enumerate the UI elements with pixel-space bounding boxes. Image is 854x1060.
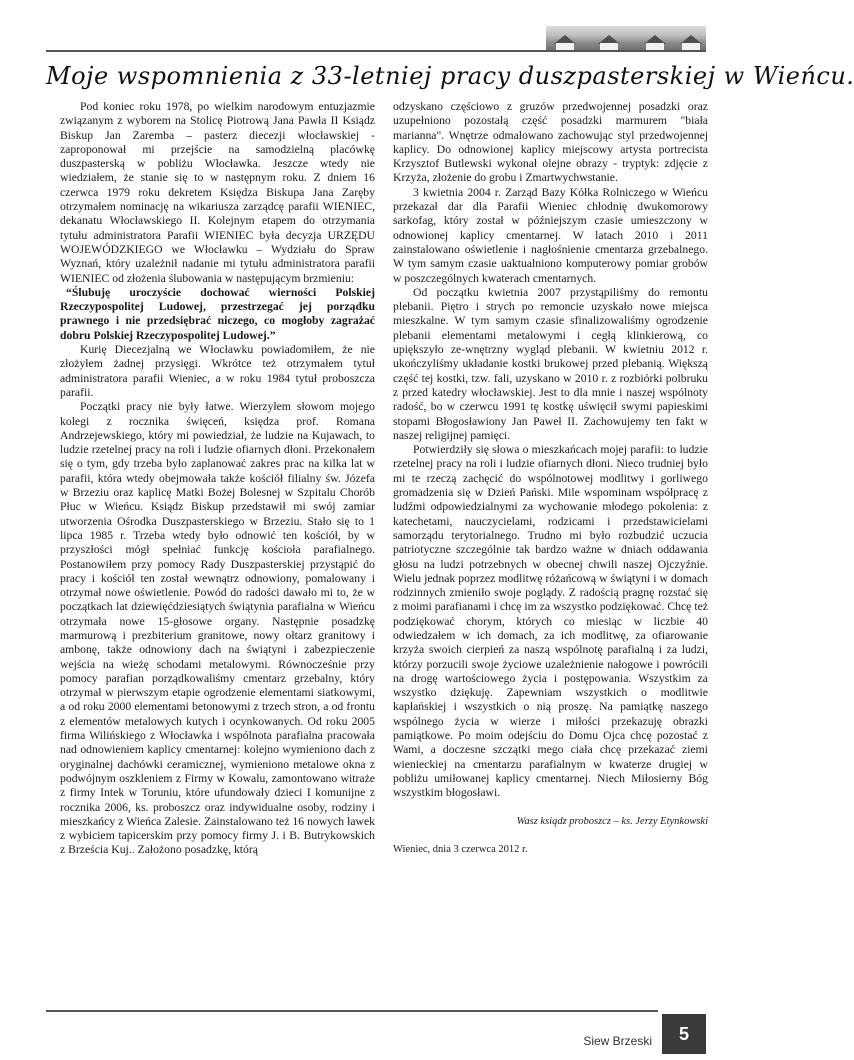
publication-name: Siew Brzeski	[583, 1034, 652, 1048]
column-left	[60, 100, 375, 992]
article-body	[60, 100, 708, 992]
photo-house	[556, 43, 574, 50]
paragraph: 3 kwietnia 2004 r. Zarząd Bazy Kółka Rolniczego w Wieńcu przekazał dar dla Parafii Wieniec chłodnię dwukomorowy sarkofag, który został w późniejszym czasie umieszczony w odnowionej kaplicy cmentarnej. W latach 2010 i 2011 zainstalowano oświetlenie i nagłośnienie cmentarza grzebalnego. W tym samym czasie uaktualniono komputerowy pomiar grobów w poszczególnych kwaterach cmentarnych.	[393, 185, 708, 285]
paragraph: Kurię Diecezjalną we Włocławku powiadomiłem, że nie złożyłem żadnej przysięgi. Wkrótce też otrzymałem tytuł administratora parafii Wieniec, a w roku 1984 tytuł proboszcza parafii.	[60, 343, 375, 399]
article-title: Moje wspomnienia z 33-letniej pracy duszpasterskiej w Wieńcu.	[46, 62, 854, 90]
page-number: 5	[662, 1014, 706, 1054]
photo-house	[682, 43, 700, 50]
paragraph: Potwierdziły się słowa o mieszkańcach mojej parafii: to ludzie rzetelnej pracy na roli i ludzie ofiarnych dłoni. Nieco trudniej było mi te rzeczą zachęcić do wspólnotowej modlitwy i gorliwego gromadzenia się w Dzień Pański. Mile wspominam współpracę z ludźmi odpowiedzialnymi za wychowanie młodego pokolenia: z katechetami, nauczycielami, rodzicami i przedstawicielami samorządu terytorialnego. Trudno mi było rozbudzić uczucia patriotyczne szczególnie tak bardzo ważne w dniach oddawania głosu na ludzi potrzebnych w obecnej chwili naszej Ojczyźnie. Wielu jednak poprzez modlitwę różańcową w świątyni i w domach rodzinnych zmieniło swoje poglądy. Z radością pragnę rozstać się z moimi parafianami i chcę im za wszystko podziękować. Chcę też podziękować chorym, których co miesiąc w liczbie 40 odwiedzałem w ich domach, za ich modlitwę, za ofiarowanie krzyża swoich cierpień za naszą wspólnotę parafialną i za ludzi, którzy porzucili swoje życiowe uzależnienie nałogowe i powrócili na drogę wartościowego życia i postępowania. Wszystkim za wszystko dziękuję. Zapewniam wszystkich o modlitwie kapłańskiej i wszystkich o nią proszę. Na pamiątkę naszego wspólnego życia w wierze i miłości przekazuję obrazki pamiątkowe. Po moim odejściu do Domu Ojca chcę pozostać z Wami, a doczesne szczątki mego ciała chcę przekazać ziemi wienieckiej na cmentarzu parafialnym w kwaterze drugiej w pobliżu umiłowanej kaplicy cmentarnej. Niech Miłosierny Bóg wszystkim błogosławi.	[393, 443, 708, 800]
dateline: Wieniec, dnia 3 czerwca 2012 r.	[393, 843, 528, 855]
header-photo	[546, 26, 706, 50]
signature: Wasz ksiądz proboszcz – ks. Jerzy Etynkowski	[516, 815, 708, 827]
paragraph: Początki pracy nie były łatwe. Wierzyłem słowom mojego kolegi z rocznika święceń, księdza prof. Romana Andrzejewskiego, który mi powiedział, że ludzie na Kujawach, to ludzie rzetelnej pracy na roli i ludzie ofiarnych dłoni. Przekonałem się o tym, gdy trzeba było zaplanować zakres prac na kilka lat w parafii, która wtedy obejmowała także kościół filialny św. Józefa w Brzeziu oraz kaplicę Matki Bożej Bolesnej w Szpitalu Chorób Płuc w Wieńcu. Ksiądz Biskup przedstawił mi swój zamiar utworzenia Ośrodka Duszpasterskiego w Brzeziu. Stało się to 1 lipca 1985 r. Trzeba wtedy było odnowić ten kościół, by w przyszłości mógł spełniać funkcję kościoła parafialnego. Postanowiłem przy pomocy Rady Duszpasterskiej przystąpić do pracy i kościół ten został wewnątrz odnowiony, pomalowany i otrzymał nowe oświetlenie. Powód do radości dawało mi to, że w początkach lat dziewięćdziesiątych świątynia parafialna w Wieńcu otrzymała nowe 15-głosowe organy. Następnie posadzkę marmurową i prezbiterium granitowe, nowy ołtarz granitowy i ambonę, także odnowiony dach na świątyni i zabezpieczenie wejścia na wieżę schodami metalowymi. Równocześnie przy pomocy parafian porządkowaliśmy cmentarz grzebalny, który otrzymał w pierwszym etapie ogrodzenie elementami siatkowymi, a od roku 2000 elementami betonowymi z trzech stron, a od frontu z elementów metalowych kutych i ocynkowanych. Od roku 2005 firma Wilińskiego z Włocławka i wspólnota parafialna pracowała nad odnowieniem kaplicy cmentarnej: kolejno wymieniono dach z oryginalnej dachówki ceramicznej, wymieniono metalowe okna z podwójnym oszkleniem z Firmy w Kowalu, zamontowano witraże z firmy Intek w Toruniu, które ufundowały dzieci I komunijne z rocznika 2006, ks. proboszcz oraz indywidualne osoby, rodziny i mieszkańcy z Wieńca Zalesie. Zainstalowano też 16 nowych ławek z wybiciem tapicerskim przy pomocy firmy J. i B. Butrykowskich z Brześcia Kuj.. Założono posadzkę, którą	[60, 400, 375, 857]
paragraph: odzyskano częściowo z gruzów przedwojennej posadzki oraz uzupełniono pozostałą część posadzki marmurem "biała marianna". Wnętrze odmalowano zachowując styl przedwojennej kaplicy. Do odnowionej kaplicy miejscowy artysta portrecista Krzysztof Butlewski wykonał olejne obrazy - tryptyk: zdjęcie z Krzyża, złożenie do grobu i Zmartwychwstanie.	[393, 100, 708, 185]
paragraph: Pod koniec roku 1978, po wielkim narodowym entuzjazmie związanym z wyborem na Stolicę Piotrową Jana Pawła II Ksiądz Biskup Jan Zaremba – pasterz diecezji włocławskiej - zaproponował mi przejście na samodzielną placówkę duszpasterską w pobliżu Włocławka. Jeszcze wtedy nie wiedziałem, że stanie się to w następnym roku. Z dniem 16 czerwca 1979 roku dekretem Księdza Biskupa Jana Zaręby otrzymałem nominację na wikariusza zarządcę parafii WIENIEC, dekanatu Włocławskiego II. Kolejnym etapem do otrzymania tytułu administratora Parafii WIENIEC była decyzja URZĘDU WOJEWÓDZKIEGO we Włocławku – Wydziału do Spraw Wyznań, który uzależnił nadanie mi tytułu administratora parafii WIENIEC od złożenia ślubowania w następującym brzmieniu:	[60, 100, 375, 285]
photo-house	[646, 43, 664, 50]
header-rule	[46, 50, 706, 52]
column-right	[393, 100, 708, 992]
footer-rule	[46, 1010, 658, 1012]
paragraph: Od początku kwietnia 2007 przystąpiliśmy do remontu plebanii. Piętro i strych po remoncie uzyskało nowe miejsca mieszkalne. W tym samym czasie sfinalizowaliśmy ogrodzenie plebanii elementami metalowymi i cegłą klinkierową, co upiększyło ze-wnętrzny wygląd plebanii. W kwietniu 2012 r. ukończyliśmy układanie kostki brukowej przed plebanią. Większą część tej kostki, tzw. fali, uzyskano w 2010 r. z rozbiórki polbruku z przed katedry włocławskiej. Jest to dla mnie i naszej wspólnoty radość, bo w czerwcu 1991 tę kostkę uświęcił swymi papieskimi stopami Błogosławiony Jan Paweł II. Zachowujemy ten fakt w naszej religijnej pamięci.	[393, 285, 708, 442]
photo-house	[600, 43, 618, 50]
oath-quote: “Ślubuję uroczyście dochować wierności Polskiej Rzeczypospolitej Ludowej, przestrzegać jej porządku prawnego i nie przedsiębrać niczego, co mogłoby zagrażać dobru Polskiej Rzeczypospolitej Ludowej.”	[60, 285, 375, 342]
